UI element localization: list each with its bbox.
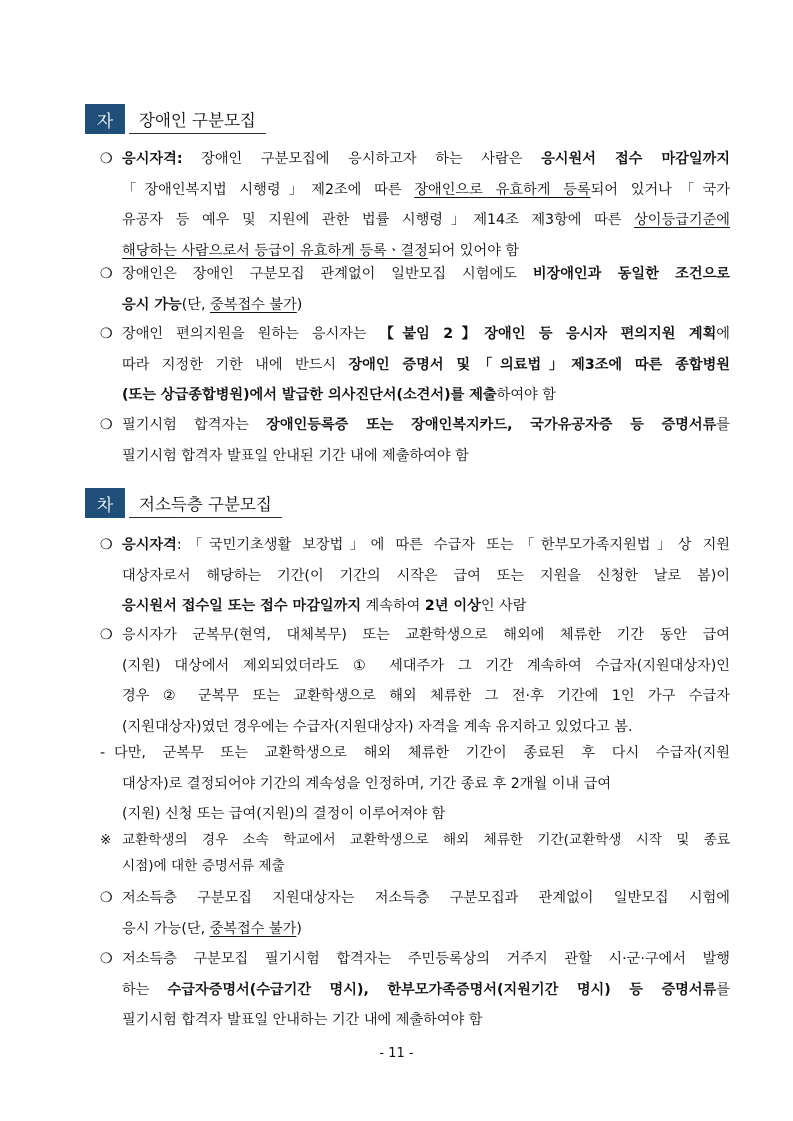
page-number: - 11 - — [379, 1046, 414, 1061]
cha-item-2: ❍ 응시자가 군복무(현역, 대체복무) 또는 교환학생으로 해외에 체류한 기간 동안 급여 (지원) 대상에서 제외되었더라도 ① 세대주가 그 기간 계속하여 수급자(지원대상자)인 경우 ② 군복무 또는 교환학생으로 해외 체류한 그 전·후 기간에 1인 가구 수급자 (지원대상자)였던 경우에는 수급자(지원대상자) 자격을 계속 유지하고 있었다고 봄. — [100, 620, 730, 742]
section-title: 저소득층 구분모집 — [129, 488, 282, 518]
cha-note: ※ 교환학생의 경우 소속 학교에서 교환학생으로 해외 체류한 기간(교환학생 시작 및 종료 시점)에 대한 증명서류 제출 — [100, 827, 730, 879]
bullet-icon: ❍ — [100, 151, 113, 167]
ja-item-4: ❍ 필기시험 합격자는 장애인등록증 또는 장애인복지카드, 국가유공자증 등 증명서류를 필기시험 합격자 발표일 안내된 기간 내에 제출하여야 함 — [100, 410, 730, 471]
note-icon: ※ — [100, 832, 112, 848]
bullet-icon: ❍ — [100, 326, 113, 342]
cha-item-5: ❍ 저소득층 구분모집 필기시험 합격자는 주민등록상의 거주지 관할 시·군·구에서 발행 하는 수급자증명서(수급기간 명시), 한부모가족증명서(지원기간 명시) 등 증명서류를 필기시험 합격자 발표일 안내하는 기간 내에 제출하여야 함 — [100, 944, 730, 1036]
bullet-icon: ❍ — [100, 537, 113, 553]
dash-marker: - — [100, 745, 106, 761]
section-badge: 차 — [85, 488, 125, 518]
ja-item-2: ❍ 장애인은 장애인 구분모집 관계없이 일반모집 시험에도 비장애인과 동일한 조건으로 응시 가능(단, 중복접수 불가) — [100, 259, 730, 320]
bullet-icon: ❍ — [100, 627, 113, 643]
section-header-cha — [85, 488, 282, 518]
bullet-icon: ❍ — [100, 266, 113, 282]
bullet-icon: ❍ — [100, 417, 113, 433]
bullet-icon: ❍ — [100, 951, 113, 967]
cha-item-4: ❍ 저소득층 구분모집 지원대상자는 저소득층 구분모집과 관계없이 일반모집 시험에 응시 가능(단, 중복접수 불가) — [100, 883, 730, 944]
section-badge: 자 — [85, 104, 125, 134]
bullet-icon: ❍ — [100, 890, 113, 906]
ja-item-3: ❍ 장애인 편의지원을 원하는 응시자는 【붙임 2】장애인 등 응시자 편의지원 계획에 따라 지정한 기한 내에 반드시 장애인 증명서 및「의료법」제3조에 따른 종합병원 (또는 상급종합병원)에서 발급한 의사진단서(소견서)를 제출하여야 함 — [100, 319, 730, 411]
section-title: 장애인 구분모집 — [129, 104, 266, 134]
cha-item-3: - 다만, 군복무 또는 교환학생으로 해외 체류한 기간이 종료된 후 다시 수급자(지원 대상자)로 결정되어야 기간의 계속성을 인정하며, 기간 종료 후 2개월 이내 급여 (지원) 신청 또는 급여(지원)의 결정이 이루어져야 함 — [100, 738, 730, 830]
section-header-ja — [85, 104, 266, 134]
cha-item-1: ❍ 응시자격:「국민기초생활 보장법」에 따른 수급자 또는「한부모가족지원법」상 지원 대상자로서 해당하는 기간(이 기간의 시작은 급여 또는 지원을 신청한 날로 봄)이 응시원서 접수일 또는 접수 마감일까지 계속하여 2년 이상인 사람 — [100, 530, 730, 622]
ja-item-1: ❍ 응시자격: 장애인 구분모집에 응시하고자 하는 사람은 응시원서 접수 마감일까지 「장애인복지법 시행령」제2조에 따른 장애인으로 유효하게 등록되어 있거나「국가 유공자 등 예우 및 지원에 관한 법률 시행령」제14조 제3항에 따른 상이등급기준에 해당하는 사람으로서 등급이 유효하게 등록ㆍ결정되어 있어야 함 — [100, 144, 730, 266]
